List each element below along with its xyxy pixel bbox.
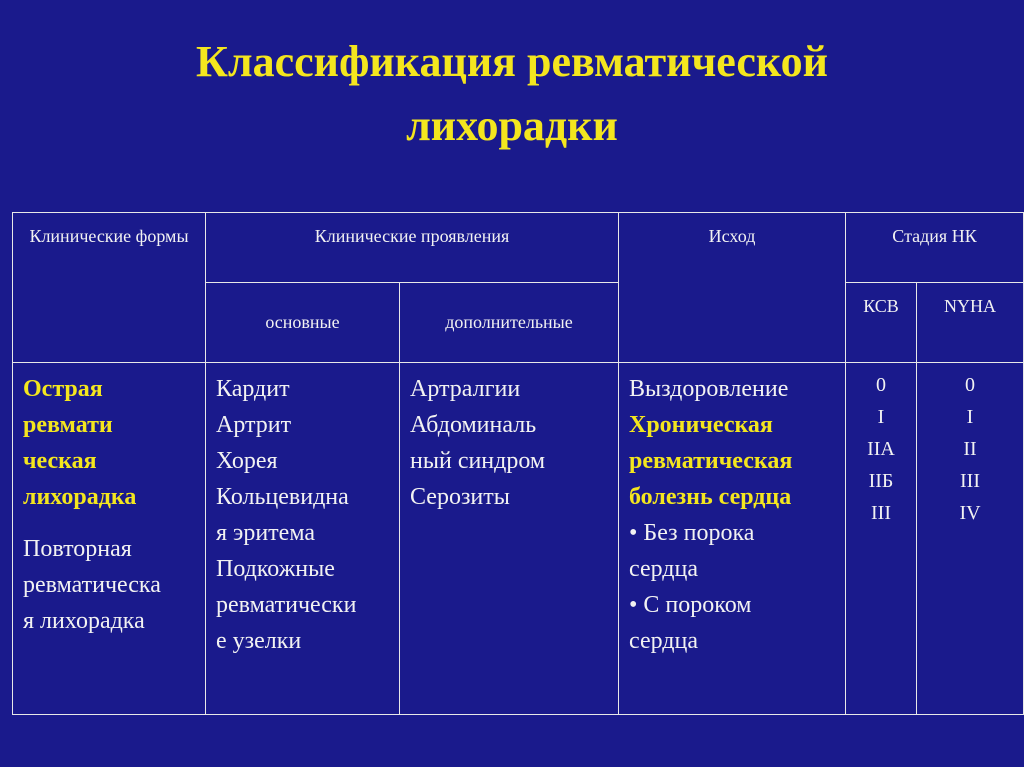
cell-main-manifestations [206,363,400,715]
main-item: я эритема [216,520,315,546]
ksv-value: IIА [867,438,895,460]
main-item: е узелки [216,628,302,654]
header-main: основные [206,283,400,363]
additional-item: Серозиты [410,484,510,510]
ksv-value: IIБ [868,470,894,492]
main-item: Кардит [216,376,290,402]
header-nyha: NYHA [917,283,1024,363]
chronic-line: Хроническая [629,412,773,438]
repeated-form-label [23,531,195,639]
header-ksv: КСВ [846,283,917,363]
header-forms: Клинические формы [13,213,206,363]
cell-ksv-values [846,363,917,715]
classification-table-wrapper [12,212,1023,715]
ksv-value: 0 [876,374,886,396]
acute-line: Острая [23,376,103,402]
additional-item: ный синдром [410,448,546,474]
chronic-line: ревматическая [629,448,793,474]
header-additional: дополнительные [400,283,619,363]
header-outcome: Исход [619,213,846,363]
title-line-2: лихорадки [406,101,618,150]
repeated-line: я лихорадка [23,608,145,634]
additional-item: Абдоминаль [410,412,537,438]
cell-forms [13,363,206,715]
repeated-line: Повторная [23,536,132,562]
ksv-value: I [877,406,885,428]
classification-table [12,212,1024,715]
nyha-value: II [963,438,977,460]
outcome-chronic [629,407,835,515]
acute-line: ревмати [23,412,113,438]
repeated-line: ревматическа [23,572,161,598]
main-item: Артрит [216,412,292,438]
header-stage: Стадия НК [846,213,1024,283]
nyha-value: 0 [965,374,975,396]
acute-line: ческая [23,448,97,474]
outcome-with-defect: • С пороком [629,587,835,623]
ksv-value: III [871,502,891,524]
main-item: Подкожные [216,556,335,582]
cell-additional-manifestations [400,363,619,715]
main-item: ревматически [216,592,357,618]
cell-nyha-values [917,363,1024,715]
header-manifestations: Клинические проявления [206,213,619,283]
acute-form-label [23,371,195,515]
outcome-no-defect-cont: сердца [629,556,698,582]
page-title [0,30,1024,158]
title-line-1: Классификация ревматической [195,37,829,86]
nyha-value: I [966,406,974,428]
chronic-line: болезнь сердца [629,484,792,510]
main-item: Хорея [216,448,278,474]
nyha-value: III [960,470,980,492]
main-item: Кольцевидна [216,484,349,510]
additional-item: Артралгии [410,376,521,402]
nyha-value: IV [959,502,981,524]
outcome-recovery: Выздоровление [629,376,789,402]
outcome-with-defect-cont: сердца [629,628,698,654]
acute-line: лихорадка [23,484,137,510]
outcome-no-defect: • Без порока [629,515,835,551]
cell-outcome [619,363,846,715]
